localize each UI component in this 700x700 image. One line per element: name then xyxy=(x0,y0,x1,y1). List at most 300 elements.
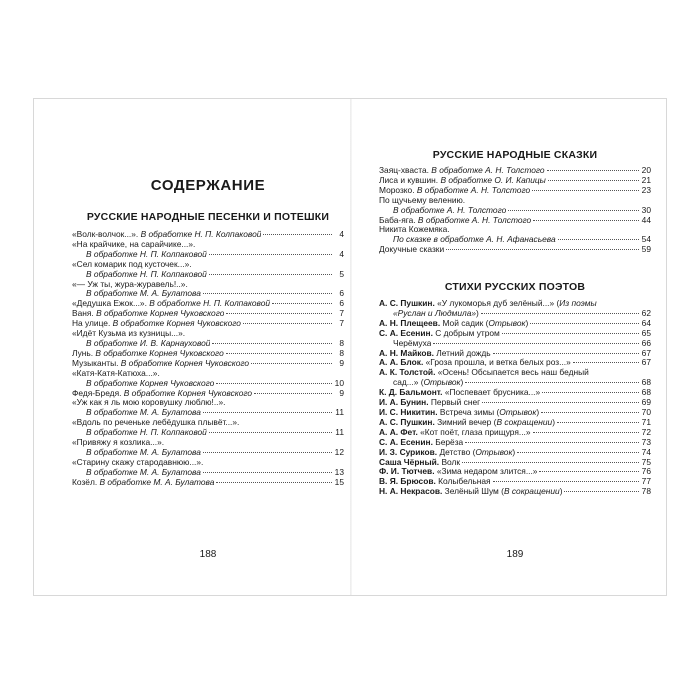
toc-line xyxy=(379,428,651,438)
page-ref: 7 xyxy=(339,308,344,319)
dot-leader xyxy=(558,239,639,240)
dot-leader xyxy=(263,234,332,235)
dot-leader xyxy=(212,343,332,344)
entry-note: В обработке М. А. Булатова xyxy=(86,467,201,477)
page-ref: 64 xyxy=(641,317,651,328)
toc-line-text xyxy=(72,389,252,399)
page-ref: 67 xyxy=(641,357,651,368)
entry-note: В обработке Корнея Чуковского xyxy=(120,358,250,368)
toc-line xyxy=(72,428,344,438)
poem-author: К. Д. Бальмонт. xyxy=(379,388,445,398)
entry-note: В обработке Корнея Чуковского xyxy=(86,378,215,388)
toc-line-text xyxy=(379,408,539,418)
page-ref: 9 xyxy=(339,357,344,368)
toc-line-text xyxy=(72,359,249,369)
toc-line xyxy=(72,458,344,468)
toc-line-text xyxy=(379,196,465,206)
dot-leader xyxy=(541,412,639,413)
entry-note: В обработке А. Н. Толстого xyxy=(431,166,545,175)
page-ref: 15 xyxy=(334,476,344,487)
toc-line xyxy=(72,319,344,329)
toc-line-text xyxy=(379,448,515,458)
poem-author: Н. А. Некрасов. xyxy=(379,487,445,497)
toc-line xyxy=(379,349,651,359)
toc-line xyxy=(379,368,651,378)
toc-line-text xyxy=(379,398,480,408)
poem-title: Зелёный Шум ( xyxy=(444,487,504,497)
toc-line-text xyxy=(379,458,460,468)
poem-title: «Поспевает брусника...» xyxy=(444,388,541,398)
poem-title: Первый снег xyxy=(430,398,481,408)
dot-leader xyxy=(481,313,639,314)
toc-line xyxy=(379,329,651,339)
toc-line-text xyxy=(393,206,506,216)
poem-title: «Кот поёт, глаза прищуря...» xyxy=(420,427,531,437)
entry-note: В обработке Корнея Чуковского xyxy=(95,348,224,358)
entry-note: В обработке А. Н. Толстого xyxy=(416,185,531,195)
toc-line-text xyxy=(379,216,531,226)
toc-line-text xyxy=(72,280,188,290)
toc-line-text xyxy=(72,438,164,448)
toc-line xyxy=(379,378,651,388)
toc-line-text xyxy=(379,329,500,339)
toc-tales xyxy=(379,166,651,255)
poem-note: В сокращении xyxy=(503,487,560,497)
entry-title: «— Уж ты, журa-журавель!..». xyxy=(72,279,188,289)
poem-title-tail: ) xyxy=(525,318,529,328)
toc-entry xyxy=(379,186,651,196)
poem-title: Берёза xyxy=(435,437,464,447)
toc-line-text xyxy=(379,319,528,329)
poem-title: «Осень! Обсыпается весь наш бедный xyxy=(437,368,589,378)
toc-entry xyxy=(379,438,651,448)
dot-leader xyxy=(216,482,332,483)
poem-note: Отрывок xyxy=(423,378,461,388)
toc-line xyxy=(379,467,651,477)
entry-title: Музыканты. xyxy=(72,358,121,368)
toc-entry xyxy=(72,349,344,359)
dot-leader xyxy=(462,462,639,463)
toc-line-text xyxy=(72,309,224,319)
toc-line xyxy=(379,245,651,255)
entry-title: «Сел комарик под кусточек...». xyxy=(72,259,192,269)
toc-entry xyxy=(379,196,651,216)
entry-title: Ваня. xyxy=(72,309,97,319)
entry-note: В обработке А. Н. Толстого xyxy=(393,205,507,215)
toc-line-text xyxy=(379,358,571,368)
poem-title: «Зима недаром злится...» xyxy=(436,467,538,477)
page-ref: 20 xyxy=(641,165,651,175)
poem-author: А. К. Толстой. xyxy=(379,368,438,378)
toc-entry xyxy=(72,438,344,458)
toc-line-text xyxy=(72,299,270,309)
entry-title: По щучьему велению. xyxy=(379,195,466,205)
toc-line-text xyxy=(86,250,207,260)
toc-line xyxy=(379,398,651,408)
poem-author: А. А. Блок. xyxy=(379,358,426,368)
page-ref: 8 xyxy=(339,347,344,358)
toc-line-text xyxy=(86,448,201,458)
entry-title: «Вдоль по реченьке лебёдушка плывёт...». xyxy=(72,418,240,428)
dot-leader xyxy=(548,180,639,181)
poem-title: «Гроза прошла, и ветка белых роз...» xyxy=(425,358,571,368)
entry-title: Лиса и кувшин. xyxy=(379,175,441,185)
dot-leader xyxy=(530,323,639,324)
toc-line xyxy=(72,280,344,290)
dot-leader xyxy=(209,254,332,255)
entry-note: В обработке Н. П. Колпаковой xyxy=(86,428,207,438)
dot-leader xyxy=(203,452,332,453)
section-poems-heading: СТИХИ РУССКИХ ПОЭТОВ xyxy=(444,281,586,293)
poem-author: А. Н. Плещеев. xyxy=(379,318,443,328)
toc-line xyxy=(379,206,651,216)
toc-line xyxy=(72,389,344,399)
toc-line xyxy=(379,458,651,468)
entry-note: В обработке М. А. Булатова xyxy=(86,447,201,457)
entry-title: «На крайчике, на сарайчике...». xyxy=(72,239,196,249)
page-ref: 62 xyxy=(641,307,651,318)
entry-note: В обработке Н. П. Колпаковой xyxy=(149,299,271,309)
entry-title: «Дедушка Ежок...». xyxy=(72,299,150,309)
toc-entry xyxy=(379,299,651,319)
toc-line-text xyxy=(379,166,545,176)
entry-note: В обработке Н. П. Колпаковой xyxy=(86,249,207,259)
toc-line xyxy=(72,359,344,369)
poem-author: Саша Чёрный. xyxy=(379,457,442,467)
page-fold xyxy=(350,99,352,595)
toc-line xyxy=(72,478,344,488)
entry-title: «Идёт Кузьма из кузницы...». xyxy=(72,329,186,339)
dot-leader xyxy=(532,190,639,191)
toc-line xyxy=(72,250,344,260)
entry-title: Федя-Бредя. xyxy=(72,388,124,398)
dot-leader xyxy=(539,471,639,472)
toc-entry xyxy=(379,458,651,468)
page-ref: 6 xyxy=(339,288,344,299)
page-ref: 73 xyxy=(641,436,651,447)
toc-entry xyxy=(379,176,651,186)
page-ref: 59 xyxy=(641,244,651,255)
poem-title: Черёмуха xyxy=(393,338,432,348)
page-ref: 74 xyxy=(641,446,651,457)
poem-title: сад...» ( xyxy=(393,378,424,388)
toc-entry xyxy=(72,398,344,418)
toc-line-text xyxy=(393,309,479,319)
toc-line-text xyxy=(72,319,241,329)
toc-line-text xyxy=(86,339,210,349)
page-ref: 67 xyxy=(641,347,651,358)
entry-title: Заяц-хваста. xyxy=(379,166,432,175)
toc-line xyxy=(379,408,651,418)
dot-leader xyxy=(508,210,639,211)
toc-line-text xyxy=(72,329,185,339)
toc-line xyxy=(72,339,344,349)
entry-note: В обработке Н. П. Колпаковой xyxy=(86,269,207,279)
toc-line-text xyxy=(72,230,261,240)
poem-author: И. А. Бунин. xyxy=(379,398,431,408)
toc-entry xyxy=(72,309,344,319)
toc-line xyxy=(379,319,651,329)
toc-entry xyxy=(379,329,651,339)
poem-source: «Руслан и Людмила» xyxy=(393,308,477,318)
entry-note: В обработке Корнея Чуковского xyxy=(96,309,225,319)
entry-note: В обработке М. А. Булатова xyxy=(99,477,215,487)
toc-line-text xyxy=(72,349,224,359)
toc-entry xyxy=(72,458,344,478)
toc-entry xyxy=(379,428,651,438)
poem-title: Летний дождь xyxy=(436,348,491,358)
toc-line-text xyxy=(379,418,555,428)
toc-songs xyxy=(72,230,344,488)
toc-line xyxy=(72,270,344,280)
entry-title: «Привяжу я козлика...». xyxy=(72,438,165,448)
page-ref: 70 xyxy=(641,406,651,417)
toc-line xyxy=(72,418,344,428)
page-ref: 44 xyxy=(641,214,651,225)
dot-leader xyxy=(446,249,639,250)
toc-line xyxy=(72,369,344,379)
toc-entry xyxy=(72,260,344,280)
toc-entry xyxy=(379,477,651,487)
toc-line-text xyxy=(393,339,431,349)
section-songs-heading: РУССКИЕ НАРОДНЫЕ ПЕСЕНКИ И ПОТЕШКИ xyxy=(86,211,330,223)
page-ref: 23 xyxy=(641,184,651,195)
toc-line xyxy=(379,487,651,497)
toc-entry xyxy=(72,299,344,309)
toc-entry xyxy=(379,467,651,477)
toc-line xyxy=(72,240,344,250)
page-ref: 69 xyxy=(641,397,651,408)
toc-line-text xyxy=(379,487,562,497)
page-ref: 77 xyxy=(641,476,651,487)
toc-line xyxy=(379,339,651,349)
toc-line-text xyxy=(72,260,192,270)
toc-entry xyxy=(379,339,651,349)
toc-line xyxy=(72,299,344,309)
toc-line-text xyxy=(393,378,463,388)
toc-line-text xyxy=(72,240,195,250)
toc-line xyxy=(379,216,651,226)
dot-leader xyxy=(564,491,639,492)
toc-line xyxy=(72,448,344,458)
dot-leader xyxy=(226,353,332,354)
toc-line-text xyxy=(86,468,201,478)
contents-title: СОДЕРЖАНИЕ xyxy=(150,177,266,194)
toc-entry xyxy=(72,478,344,488)
toc-entry xyxy=(379,166,651,176)
page-ref: 21 xyxy=(641,174,651,185)
poem-title: Зимний вечер ( xyxy=(437,417,497,427)
toc-line xyxy=(379,388,651,398)
toc-line xyxy=(72,230,344,240)
right-page xyxy=(379,99,651,595)
toc-line-text xyxy=(393,235,556,245)
toc-entry xyxy=(72,369,344,389)
toc-line-text xyxy=(379,225,450,235)
toc-line-text xyxy=(86,270,207,280)
toc-line xyxy=(72,349,344,359)
poem-author: А. Н. Майков. xyxy=(379,348,437,358)
toc-line xyxy=(379,438,651,448)
toc-line-text xyxy=(379,245,444,255)
poem-title: Мой садик ( xyxy=(442,318,489,328)
poem-title: Волк xyxy=(441,457,461,467)
entry-title: Докучные сказки xyxy=(379,245,445,255)
page-ref: 54 xyxy=(641,234,651,245)
toc-entry xyxy=(379,349,651,359)
page-ref: 8 xyxy=(339,337,344,348)
toc-line xyxy=(379,186,651,196)
page-ref: 9 xyxy=(339,387,344,398)
page-ref: 71 xyxy=(641,416,651,427)
page-ref: 65 xyxy=(641,327,651,338)
entry-title: Морозко. xyxy=(379,185,417,195)
toc-entry xyxy=(379,368,651,388)
toc-line-text xyxy=(379,438,463,448)
poem-author: Ф. И. Тютчев. xyxy=(379,467,437,477)
toc-entry xyxy=(379,448,651,458)
page-ref: 12 xyxy=(334,446,344,457)
toc-line xyxy=(379,448,651,458)
entry-title: «Волк-волчок...». xyxy=(72,230,141,239)
dot-leader xyxy=(493,353,639,354)
poem-title: С добрым утром xyxy=(435,328,500,338)
dot-leader xyxy=(251,363,332,364)
poem-title-tail: ) xyxy=(536,407,540,417)
dot-leader xyxy=(502,333,639,334)
dot-leader xyxy=(533,220,639,221)
entry-note: В обработке М. А. Булатова xyxy=(86,289,201,299)
toc-line xyxy=(72,309,344,319)
poem-title-tail: ) xyxy=(460,378,464,388)
toc-line xyxy=(379,196,651,206)
poem-author: В. Я. Брюсов. xyxy=(379,477,439,487)
toc-line-text xyxy=(379,467,537,477)
page-ref: 4 xyxy=(339,229,344,239)
page-ref: 11 xyxy=(335,407,344,418)
page-ref: 13 xyxy=(334,466,344,477)
poem-author: И. С. Никитин. xyxy=(379,407,440,417)
toc-entry xyxy=(72,240,344,260)
toc-entry xyxy=(72,280,344,300)
toc-line-text xyxy=(379,186,530,196)
dot-leader xyxy=(547,170,639,171)
entry-note: В обработке И. В. Карнауховой xyxy=(86,338,211,348)
dot-leader xyxy=(272,303,332,304)
page-ref: 30 xyxy=(641,204,651,215)
page-ref: 68 xyxy=(641,377,651,388)
toc-entry xyxy=(72,359,344,369)
poem-note: Отрывок xyxy=(488,318,526,328)
dot-leader xyxy=(517,452,639,453)
toc-entry xyxy=(72,329,344,349)
poem-note: Отрывок xyxy=(499,407,537,417)
page-ref: 78 xyxy=(641,486,651,497)
poem-author: А. С. Пушкин. xyxy=(379,417,438,427)
entry-title: Баба-яга. xyxy=(379,215,418,225)
page-ref: 6 xyxy=(339,298,344,309)
poem-note: Отрывок xyxy=(475,447,513,457)
section-tales-heading: РУССКИЕ НАРОДНЫЕ СКАЗКИ xyxy=(432,149,598,161)
poem-author: И. З. Суриков. xyxy=(379,447,440,457)
toc-line xyxy=(379,309,651,319)
toc-line xyxy=(72,468,344,478)
toc-line xyxy=(379,176,651,186)
book-spread xyxy=(33,98,667,596)
toc-line xyxy=(72,260,344,270)
entry-title: Лунь. xyxy=(72,348,96,358)
poem-title-tail: ) xyxy=(559,487,563,497)
entry-title: На улице. xyxy=(72,319,113,329)
toc-entry xyxy=(379,408,651,418)
toc-line xyxy=(379,166,651,176)
toc-line xyxy=(72,438,344,448)
dot-leader xyxy=(433,343,639,344)
toc-entry xyxy=(379,418,651,428)
toc-line-text xyxy=(379,176,546,186)
toc-line-text xyxy=(86,428,207,438)
toc-line-text xyxy=(379,299,597,309)
page-ref: 72 xyxy=(641,426,651,437)
poem-title: «У лукоморья дуб зелёный...» ( xyxy=(437,299,560,308)
toc-entry xyxy=(379,225,651,245)
entry-note: В обработке Корнея Чуковского xyxy=(112,319,241,329)
dot-leader xyxy=(465,442,639,443)
poem-author: С. А. Есенин. xyxy=(379,437,436,447)
page-ref: 75 xyxy=(641,456,651,467)
toc-line xyxy=(379,299,651,309)
dot-leader xyxy=(209,274,332,275)
toc-line-text xyxy=(379,349,491,359)
toc-line-text xyxy=(379,428,531,438)
dot-leader xyxy=(542,392,639,393)
toc-line-text xyxy=(379,368,589,378)
dot-leader xyxy=(557,422,639,423)
toc-entry xyxy=(379,216,651,226)
toc-line-text xyxy=(72,478,214,488)
entry-title: «Катя-Катя-Катюха...». xyxy=(72,368,160,378)
left-page xyxy=(72,99,344,595)
poem-author: А. С. Пушкин. xyxy=(379,299,438,308)
poem-author: А. А. Фет. xyxy=(379,427,421,437)
toc-entry xyxy=(379,358,651,368)
dot-leader xyxy=(203,412,332,413)
dot-leader xyxy=(216,383,332,384)
entry-title: Никита Кожемяка. xyxy=(379,225,450,235)
dot-leader xyxy=(209,432,332,433)
toc-entry xyxy=(379,398,651,408)
toc-line-text xyxy=(86,408,201,418)
poem-title: Встреча зимы ( xyxy=(439,407,500,417)
toc-entry xyxy=(379,388,651,398)
toc-line-text xyxy=(86,379,214,389)
poem-title-tail: ) xyxy=(476,308,479,318)
toc-line-text xyxy=(72,418,239,428)
dot-leader xyxy=(465,382,639,383)
toc-line xyxy=(379,477,651,487)
dot-leader xyxy=(573,362,639,363)
entry-title: «Старину скажу стародавнюю...». xyxy=(72,457,204,467)
toc-entry xyxy=(72,230,344,240)
page-ref: 66 xyxy=(641,337,651,348)
entry-note: В обработке О. И. Капицы xyxy=(440,175,546,185)
entry-note: В обработке Корнея Чуковского xyxy=(123,388,253,398)
page-ref: 4 xyxy=(339,248,344,259)
toc-line-text xyxy=(379,388,540,398)
entry-note: В обработке М. А. Булатова xyxy=(86,408,201,418)
dot-leader xyxy=(203,472,332,473)
poem-title: Детство ( xyxy=(439,447,476,457)
